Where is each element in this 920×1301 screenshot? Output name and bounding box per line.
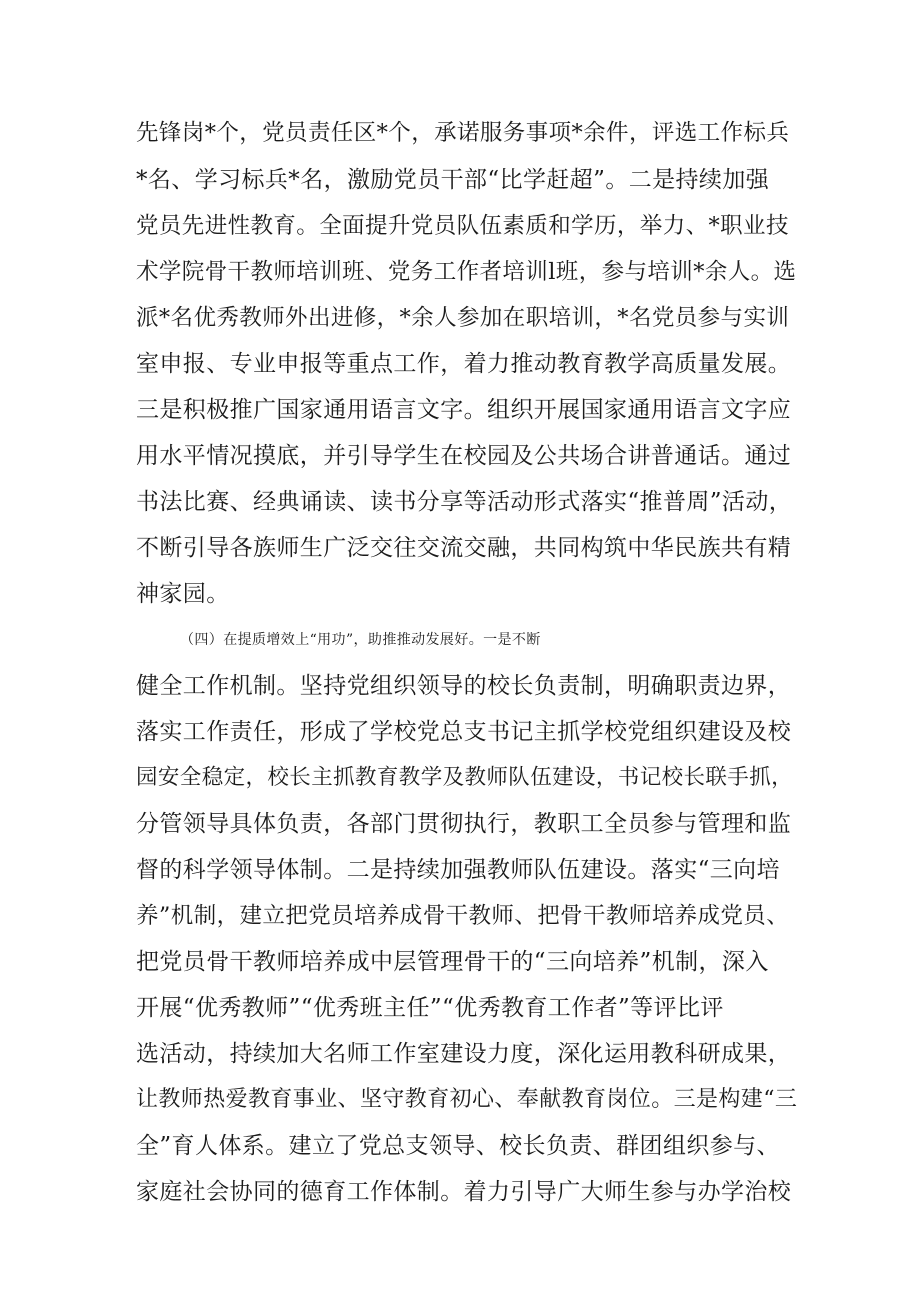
text-line: 全”育人体系。建立了党总支领导、校长负责、群团组织参与、 xyxy=(136,1133,780,1159)
section-heading-line: （四）在提质增效上“用功”，助推推动发展好。一是不断 xyxy=(180,632,541,648)
text-line: 室申报、专业申报等重点工作，着力推动教育教学高质量发展。 xyxy=(136,351,792,377)
text-line: 不断引导各族师生广泛交往交流交融，共同构筑中华民族共有精 xyxy=(136,535,792,561)
text-line: 园安全稳定，校长主抓教育教学及教师队伍建设，书记校长联手抓， xyxy=(136,765,794,790)
text-line: *名、学习标兵*名，激励党员干部“比学赶超”。二是持续加强 xyxy=(136,167,770,193)
text-line: 落实工作责任，形成了学校党总支书记主抓学校党组织建设及校 xyxy=(136,719,792,745)
text-line: 术学院骨干教师培训班、党务工作者培训l班，参与培训*余人。选 xyxy=(136,259,797,285)
text-line: 神家园。 xyxy=(136,581,230,607)
text-line: 分管领导具体负责，各部门贯彻执行，教职工全员参与管理和监 xyxy=(136,811,792,837)
text-line: 开展“优秀教师”“优秀班主任”“优秀教育工作者”等评比评 xyxy=(136,995,724,1021)
text-line: 三是积极推广国家通用语言文字。组织开展国家通用语言文字应 xyxy=(136,397,792,423)
text-line: 党员先进性教育。全面提升党员队伍素质和学历，举力、*职业技 xyxy=(136,213,789,239)
text-line: 派*名优秀教师外出进修，*余人参加在职培训，*名党员参与实训 xyxy=(136,305,790,331)
text-line: 书法比赛、经典诵读、读书分享等活动形式落实“推普周”活动， xyxy=(136,489,793,515)
text-line: 先锋岗*个，党员责任区*个，承诺服务事项*余件，评选工作标兵 xyxy=(136,120,790,146)
text-line: 督的科学领导体制。二是持续加强教师队伍建设。落实“三向培 xyxy=(136,857,780,883)
text-line: 用水平情况摸底，并引导学生在校园及公共场合讲普通话。通过 xyxy=(136,443,792,469)
text-line: 选活动，持续加大名师工作室建设力度，深化运用教科研成果， xyxy=(136,1041,792,1067)
text-line: 养”机制，建立把党员培养成骨干教师、把骨干教师培养成党员、 xyxy=(136,903,790,929)
text-line: 家庭社会协同的德育工作体制。着力引导广大师生参与办学治校 xyxy=(136,1179,792,1205)
text-line: 把党员骨干教师培养成中层管理骨干的“三向培养”机制，深入 xyxy=(136,949,769,975)
text-line: 健全工作机制。坚持党组织领导的校长负责制，明确职责边界， xyxy=(136,673,792,699)
text-line: 让教师热爱教育事业、坚守教育初心、奉献教育岗位。三是构建“三 xyxy=(136,1087,798,1112)
